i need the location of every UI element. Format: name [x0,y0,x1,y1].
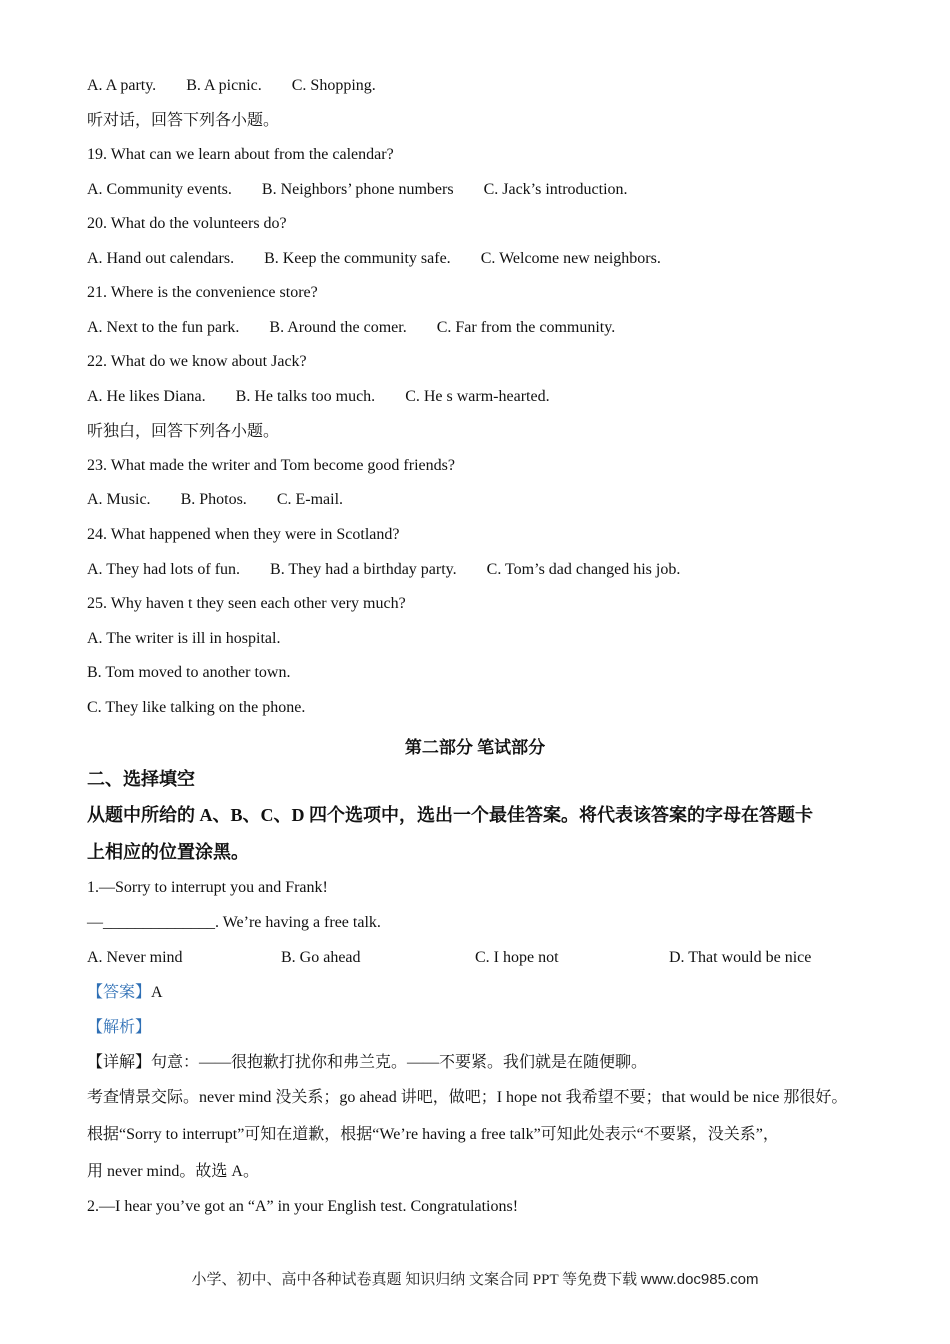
option: A. Hand out calendars. [87,250,235,267]
option: A. Never mind [87,949,183,966]
question-23: 23. What made the writer and Tom become good friends? [87,457,455,474]
option: B. They had a birthday party. [270,561,457,578]
answer-line [87,983,163,1003]
question-22: 22. What do we know about Jack? [87,353,307,370]
question-1-line2: —______________. We’re having a free talk. [87,914,381,931]
option: A. Next to the fun park. [87,319,240,336]
option: A. He likes Diana. [87,388,206,405]
answer-tag: 【答案】 [87,984,152,1001]
option: B. Photos. [180,491,247,508]
explanation-line: 考查情景交际。never mind 没关系；go ahead 讲吧，做吧；I hope not 我希望不要；that would be nice 那很好。 [87,1089,848,1106]
option: B. Around the comer. [269,319,407,336]
question-19-options [87,180,654,200]
question-24-options [87,560,706,580]
footer-link[interactable]: www.doc985.com [640,1271,759,1288]
question-21-options [87,318,641,338]
footer [0,1268,950,1289]
prev-question-options [87,76,402,96]
option: A. A party. [87,77,157,94]
question-20: 20. What do the volunteers do? [87,215,287,232]
answer-value: A [151,984,163,1001]
option: C. E-mail. [276,491,344,508]
question-23-options [87,490,369,510]
question-19: 19. What can we learn about from the calendar? [87,146,394,163]
detail-line: 【详解】句意：——很抱歉打扰你和弗兰克。——不要紧。我们就是在随便聊。 [87,1054,648,1071]
option: C. Jack’s introduction. [483,181,628,198]
section-instruction-cont: 上相应的位置涂黑。 [87,842,249,862]
option: C. Shopping. [291,77,376,94]
question-24: 24. What happened when they were in Scotland? [87,526,400,543]
option: B. Tom moved to another town. [87,664,291,681]
option: D. That would be nice [669,949,812,966]
explanation-line: 用 never mind。故选 A。 [87,1163,259,1180]
analysis-line [87,1018,151,1038]
section-title: 二、选择填空 [87,769,195,789]
option: B. A picnic. [186,77,262,94]
option: C. I hope not [475,949,559,966]
option: C. Tom’s dad changed his job. [486,561,681,578]
option: B. Go ahead [281,949,361,966]
question-2-line1: 2.—I hear you’ve got an “A” in your English test. Congratulations! [87,1198,519,1215]
section-instruction: 从题中所给的 A、B、C、D 四个选项中，选出一个最佳答案。将代表该答案的字母在答题卡 [87,805,813,825]
option: C. They like talking on the phone. [87,699,306,716]
monologue-instruction: 听独白，回答下列各小题。 [87,423,280,440]
part-title: 第二部分 笔试部分 [404,738,546,757]
option: B. He talks too much. [235,388,376,405]
question-25: 25. Why haven t they seen each other very much? [87,595,406,612]
option: A. Music. [87,491,151,508]
question-22-options [87,387,576,407]
analysis-tag: 【解析】 [87,1019,152,1036]
explanation-line: 根据“Sorry to interrupt”可知在道歉，根据“We’re having a free talk”可知此处表示“不要紧，没关系”， [87,1126,779,1143]
question-1-options [87,948,811,968]
question-1-line1: 1.—Sorry to interrupt you and Frank! [87,879,328,896]
question-21: 21. Where is the convenience store? [87,284,318,301]
option: C. Far from the community. [436,319,616,336]
option: A. They had lots of fun. [87,561,241,578]
dialogue-instruction: 听对话，回答下列各小题。 [87,112,280,129]
question-20-options [87,249,687,269]
option: C. He s warm-hearted. [405,388,550,405]
option: B. Neighbors’ phone numbers [261,181,454,198]
option: B. Keep the community safe. [264,250,451,267]
footer-text: 小学、初中、高中各种试卷真题 知识归纳 文案合同 PPT 等免费下载 [191,1272,638,1288]
option: A. The writer is ill in hospital. [87,630,281,647]
option: A. Community events. [87,181,232,198]
option: C. Welcome new neighbors. [480,250,661,267]
